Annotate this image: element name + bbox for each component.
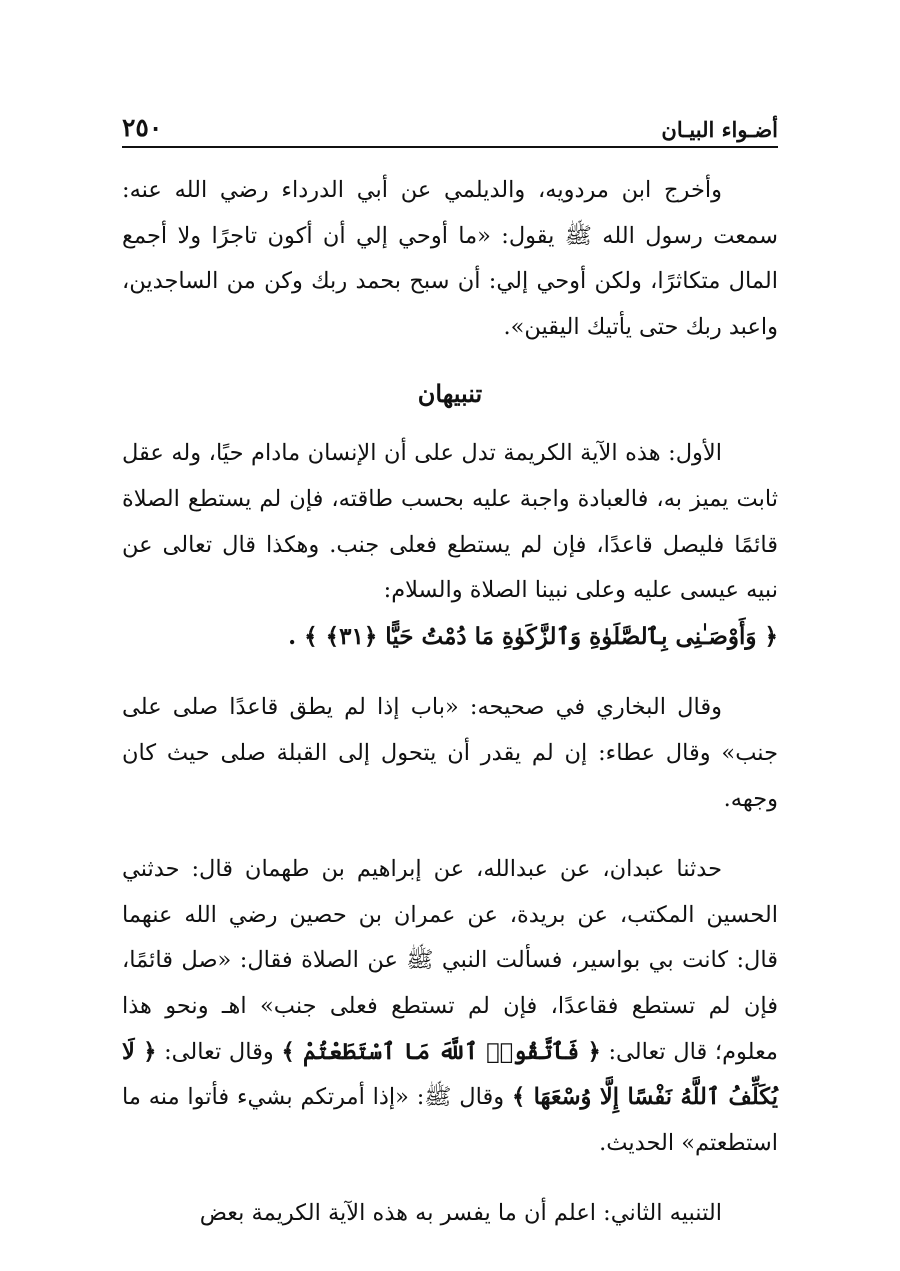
paragraph-bukhari: وقال البخاري في صحيحه: «باب إذا لم يطق قاعدًا صلى على جنب» وقال عطاء: إن لم يقدر أن يتحول إلى القبلة صلى حيث كان وجهه. — [122, 694, 778, 812]
quran-verse-text: ﴿ وَأَوْصَـٰنِى بِٱلصَّلَوٰةِ وَٱلزَّكَوٰةِ مَا دُمْتُ حَيًّا ﴿٣١﴾ ﴾ . — [288, 622, 778, 650]
paragraph-second-notice: التنبيه الثاني: اعلم أن ما يفسر به هذه الآية الكريمة بعض — [199, 1200, 722, 1227]
paragraph-first-notice: الأول: هذه الآية الكريمة تدل على أن الإنسان مادام حيًا، وله عقل ثابت يميز به، فالعبادة واجبة عليه بحسب طاقته، فإن لم يستطع الصلاة قائمًا فليصل قاعدًا، فإن لم يستطع فعلى جنب. وهكذا قال تعالى عن نبيه عيسى عليه وعلى نبينا الصلاة والسلام: — [122, 440, 778, 604]
paragraph-hadith-imran — [122, 847, 778, 1166]
quran-verse-baqarah: ﴿ لَا يُكَلِّفُ ٱللَّهُ نَفْسًا إِلَّا وُسْعَهَا ﴾ — [122, 1038, 778, 1111]
hadith-closing-text: وقال ﷺ: «إذا أمرتكم بشيء فأتوا منه ما استطعتم» الحديث. — [122, 1084, 778, 1156]
page-content — [122, 168, 778, 1237]
connector-text: وقال تعالى: — [164, 1038, 274, 1065]
running-header — [122, 108, 778, 148]
section-heading: تنبيهان — [417, 379, 483, 409]
hadith-text: حدثنا عبدان، عن عبدالله، عن إبراهيم بن طهمان قال: حدثني الحسين المكتب، عن بريدة، عن عمران بن حصين رضي الله عنهما قال: كانت بي بواسير، فسألت النبي ﷺ عن الصلاة فقال: «صل قائمًا، فإن لم تستطع فقاعدًا، فإن لم تستطع فعلى جنب» اهـ ونحو هذا معلوم؛ قال تعالى: — [122, 856, 778, 1065]
book-page — [122, 0, 778, 1271]
quran-verse-maryam-31 — [122, 614, 778, 661]
page-number: ٢٥٠ — [122, 113, 163, 142]
header-title: أضـواء البيـان — [661, 117, 778, 142]
quran-verse-taghabun: ﴿ فَٱتَّقُوا۟ ٱللَّهَ مَا ٱسْتَطَعْتُمْ ﴾ — [281, 1038, 601, 1065]
paragraph-ibn-mardawayh: وأخرج ابن مردويه، والديلمي عن أبي الدرداء رضي الله عنه: سمعت رسول الله ﷺ يقول: «ما أوحي إلي أن أكون تاجرًا ولا أجمع المال متكاثرًا، ولكن أوحي إلي: أن سبح بحمد ربك وكن من الساجدين، واعبد ربك حتى يأتيك اليقين». — [122, 177, 778, 340]
